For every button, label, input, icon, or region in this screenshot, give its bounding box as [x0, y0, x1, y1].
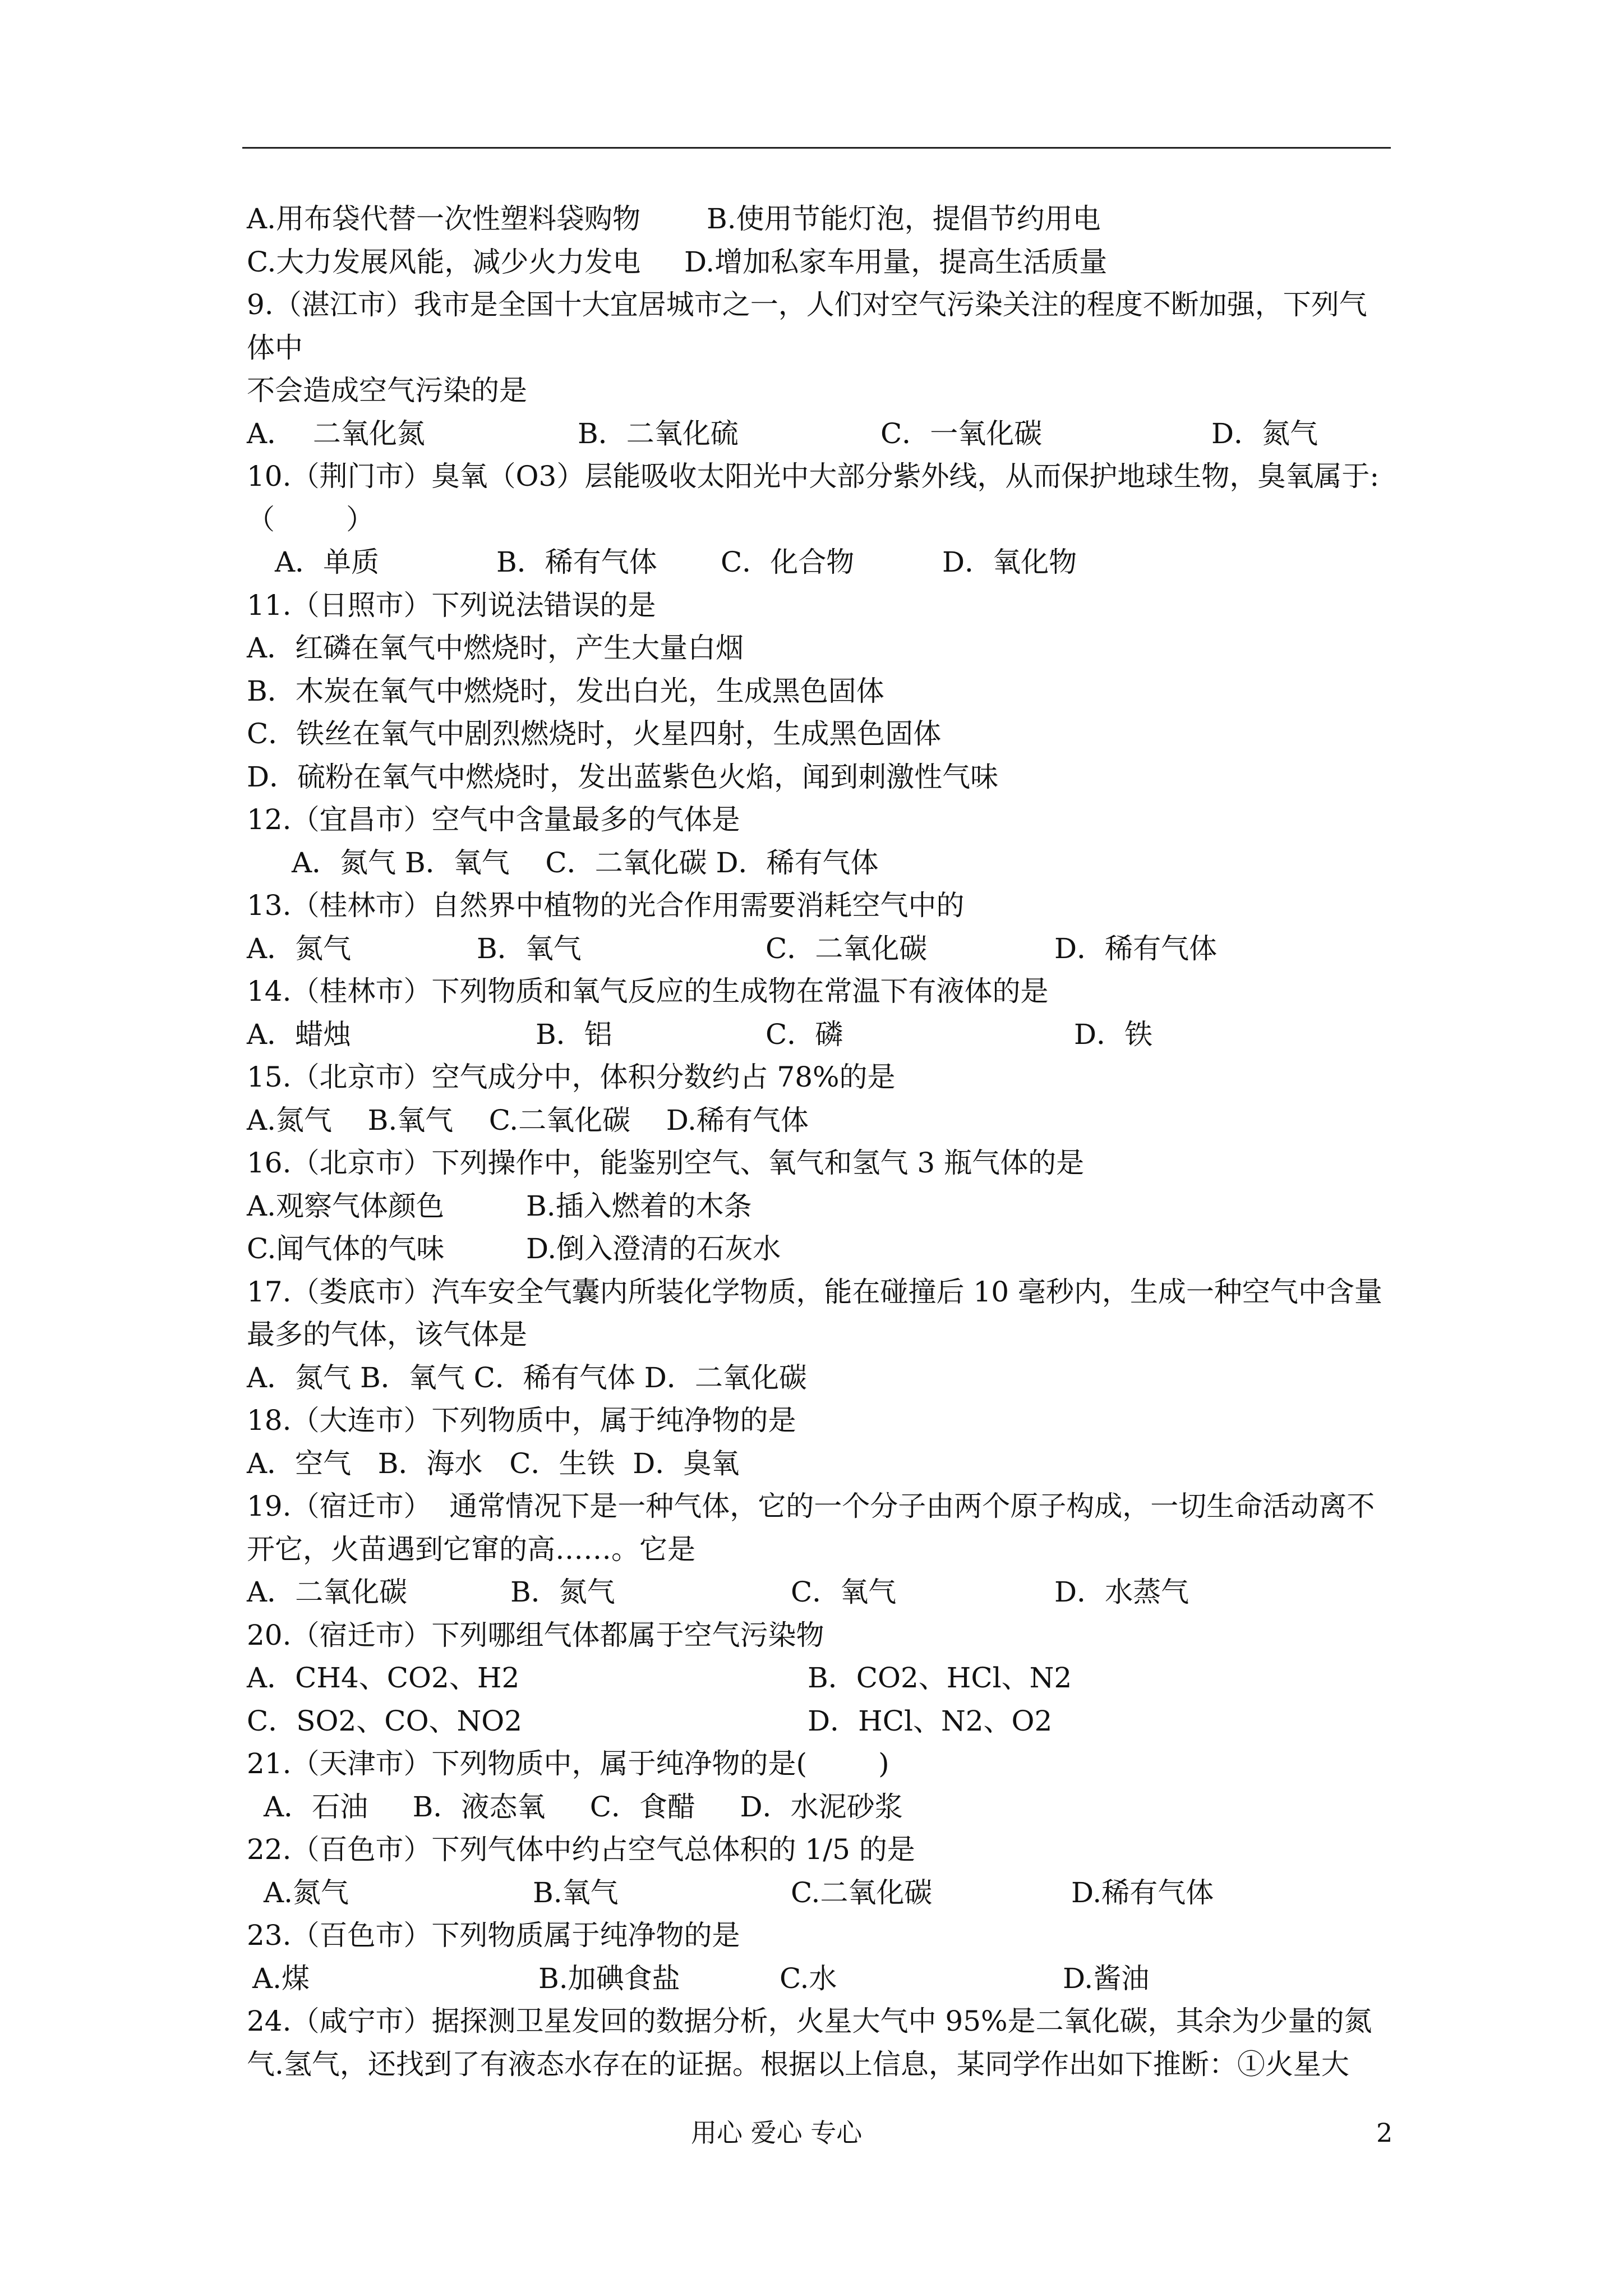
- text-line: C．铁丝在氧气中剧烈燃烧时，火星四射，生成黑色固体: [247, 717, 942, 750]
- option-text: D.倒入澄清的石灰水: [526, 1232, 781, 1265]
- text-line: 20.（宿迁市）下列哪组气体都属于空气污染物: [247, 1618, 824, 1651]
- text-line: [247, 412, 1402, 455]
- option-text: D．HCl、N2、O2: [808, 1704, 1053, 1737]
- option-text: C．一氧化碳: [880, 417, 1043, 450]
- text-line: 体中: [247, 331, 303, 364]
- option-text: B．稀有气体: [496, 546, 657, 578]
- option-text: D．铁: [1074, 1018, 1153, 1051]
- footer-slogan: 用心 爱心 专心: [691, 2118, 863, 2148]
- page-number: 2: [1376, 2118, 1393, 2148]
- text-line: [247, 1185, 1402, 1228]
- text-line: 10.（荆门市）臭氧（O3）层能吸收太阳光中大部分紫外线，从而保护地球生物，臭氧属于:: [247, 460, 1380, 493]
- text-line: 11.（日照市）下列说法错误的是: [247, 588, 656, 622]
- option-text: A.氮气: [264, 1876, 349, 1909]
- text-line: 最多的气体，该气体是: [247, 1318, 527, 1351]
- text-line: A．氮气 B．氧气 C．稀有气体 D．二氧化碳: [247, 1361, 807, 1394]
- text-line: [247, 1700, 1402, 1743]
- option-text: A．蜡烛: [247, 1018, 352, 1051]
- text-line: [247, 1571, 1402, 1614]
- text-line: 13.（桂林市）自然界中植物的光合作用需要消耗空气中的: [247, 889, 965, 922]
- option-text: D．水蒸气: [1054, 1576, 1189, 1608]
- option-text: B.插入燃着的木条: [526, 1189, 752, 1222]
- option-text: B.氧气: [533, 1876, 619, 1909]
- option-text: A．二氧化碳: [247, 1576, 408, 1608]
- text-line: 15.（北京市）空气成分中，体积分数约占 78%的是: [247, 1061, 896, 1093]
- option-text: A.用布袋代替一次性塑料袋购物: [247, 203, 641, 235]
- option-text: D．氮气: [1211, 417, 1318, 450]
- option-text: B．氧气: [477, 932, 582, 965]
- text-line: A．红磷在氧气中燃烧时，产生大量白烟: [247, 632, 744, 664]
- option-text: C.二氧化碳: [791, 1876, 933, 1909]
- option-text: C．磷: [766, 1018, 843, 1051]
- option-text: A.观察气体颜色: [247, 1189, 445, 1222]
- text-line: [247, 1013, 1402, 1056]
- option-text: C．二氧化碳: [766, 932, 928, 965]
- option-text: A．单质: [275, 546, 380, 578]
- text-line: 24.（咸宁市）据探测卫星发回的数据分析，火星大气中 95%是二氧化碳，其余为少量的氮: [247, 2005, 1372, 2037]
- option-text: A．CH4、CO2、H2: [247, 1662, 520, 1694]
- text-line: [247, 1227, 1402, 1271]
- text-line: A．空气 B．海水 C．生铁 D．臭氧: [247, 1447, 740, 1480]
- text-line: 23.（百色市）下列物质属于纯净物的是: [247, 1919, 740, 1952]
- text-line: 21.（天津市）下列物质中，属于纯净物的是( ): [247, 1747, 889, 1780]
- option-text: D.增加私家车用量，提高生活质量: [684, 245, 1108, 278]
- option-text: D.稀有气体: [1071, 1876, 1214, 1909]
- option-text: D．稀有气体: [1054, 932, 1218, 965]
- option-text: A．氮气: [247, 932, 352, 965]
- text-line: 开它，火苗遇到它窜的高……。它是: [247, 1533, 695, 1566]
- text-line: [247, 1657, 1402, 1700]
- text-line: （ ）: [247, 503, 375, 536]
- option-text: C．化合物: [721, 546, 855, 578]
- text-line: B．木炭在氧气中燃烧时，发出白光，生成黑色固体: [247, 674, 884, 707]
- text-line: 16.（北京市）下列操作中，能鉴别空气、氧气和氢气 3 瓶气体的是: [247, 1147, 1085, 1179]
- option-text: B.使用节能灯泡，提倡节约用电: [707, 203, 1101, 235]
- text-line: 19.（宿迁市） 通常情况下是一种气体，它的一个分子由两个原子构成，一切生命活动离不: [247, 1490, 1375, 1522]
- document-body: [247, 197, 1402, 2086]
- option-text: C.大力发展风能，减少火力发电: [247, 245, 641, 278]
- text-line: 18.（大连市）下列物质中，属于纯净物的是: [247, 1404, 796, 1437]
- text-line: 12.（宜昌市）空气中含量最多的气体是: [247, 803, 740, 836]
- option-text: D.酱油: [1063, 1962, 1150, 1995]
- option-text: B.加碘食盐: [538, 1962, 680, 1995]
- option-text: C.闻气体的气味: [247, 1232, 445, 1265]
- text-line: 17.（娄底市）汽车安全气囊内所装化学物质，能在碰撞后 10 毫秒内，生成一种空气中含量: [247, 1275, 1382, 1308]
- option-text: A． 二氧化氮: [247, 417, 425, 450]
- text-line: 9.（湛江市）我市是全国十大宜居城市之一，人们对空气污染关注的程度不断加强，下列气: [247, 288, 1367, 321]
- text-line: [247, 197, 1402, 241]
- option-text: D．氧化物: [942, 546, 1077, 578]
- option-text: A.煤: [252, 1962, 310, 1995]
- text-line: 22.（百色市）下列气体中约占空气总体积的 1/5 的是: [247, 1833, 915, 1866]
- option-text: C．氧气: [791, 1576, 897, 1608]
- text-line: 14.（桂林市）下列物质和氧气反应的生成物在常温下有液体的是: [247, 975, 1049, 1007]
- text-line: A．石油 B．液态氧 C．食醋 D．水泥砂浆: [264, 1790, 903, 1823]
- text-line: A．氮气 B．氧气 C．二氧化碳 D．稀有气体: [292, 846, 879, 879]
- option-text: B．铝: [536, 1018, 612, 1051]
- option-text: B．氮气: [510, 1576, 615, 1608]
- option-text: B．二氧化硫: [578, 417, 739, 450]
- text-line: D．硫粉在氧气中燃烧时，发出蓝紫色火焰，闻到刺激性气味: [247, 760, 999, 793]
- option-text: C.水: [780, 1962, 837, 1995]
- text-line: [247, 241, 1402, 284]
- text-line: A.氮气 B.氧气 C.二氧化碳 D.稀有气体: [247, 1103, 809, 1137]
- header-rule: [242, 147, 1391, 149]
- text-line: [247, 1871, 1402, 1915]
- text-line: [247, 927, 1402, 970]
- option-text: B．CO2、HCl、N2: [808, 1662, 1072, 1694]
- text-line: [247, 1957, 1402, 2000]
- text-line: 气.氢气，还找到了有液态水存在的证据。根据以上信息，某同学作出如下推断：①火星大: [247, 2047, 1349, 2081]
- text-line: 不会造成空气污染的是: [247, 374, 527, 407]
- option-text: C．SO2、CO、NO2: [247, 1704, 523, 1737]
- text-line: [247, 541, 1402, 584]
